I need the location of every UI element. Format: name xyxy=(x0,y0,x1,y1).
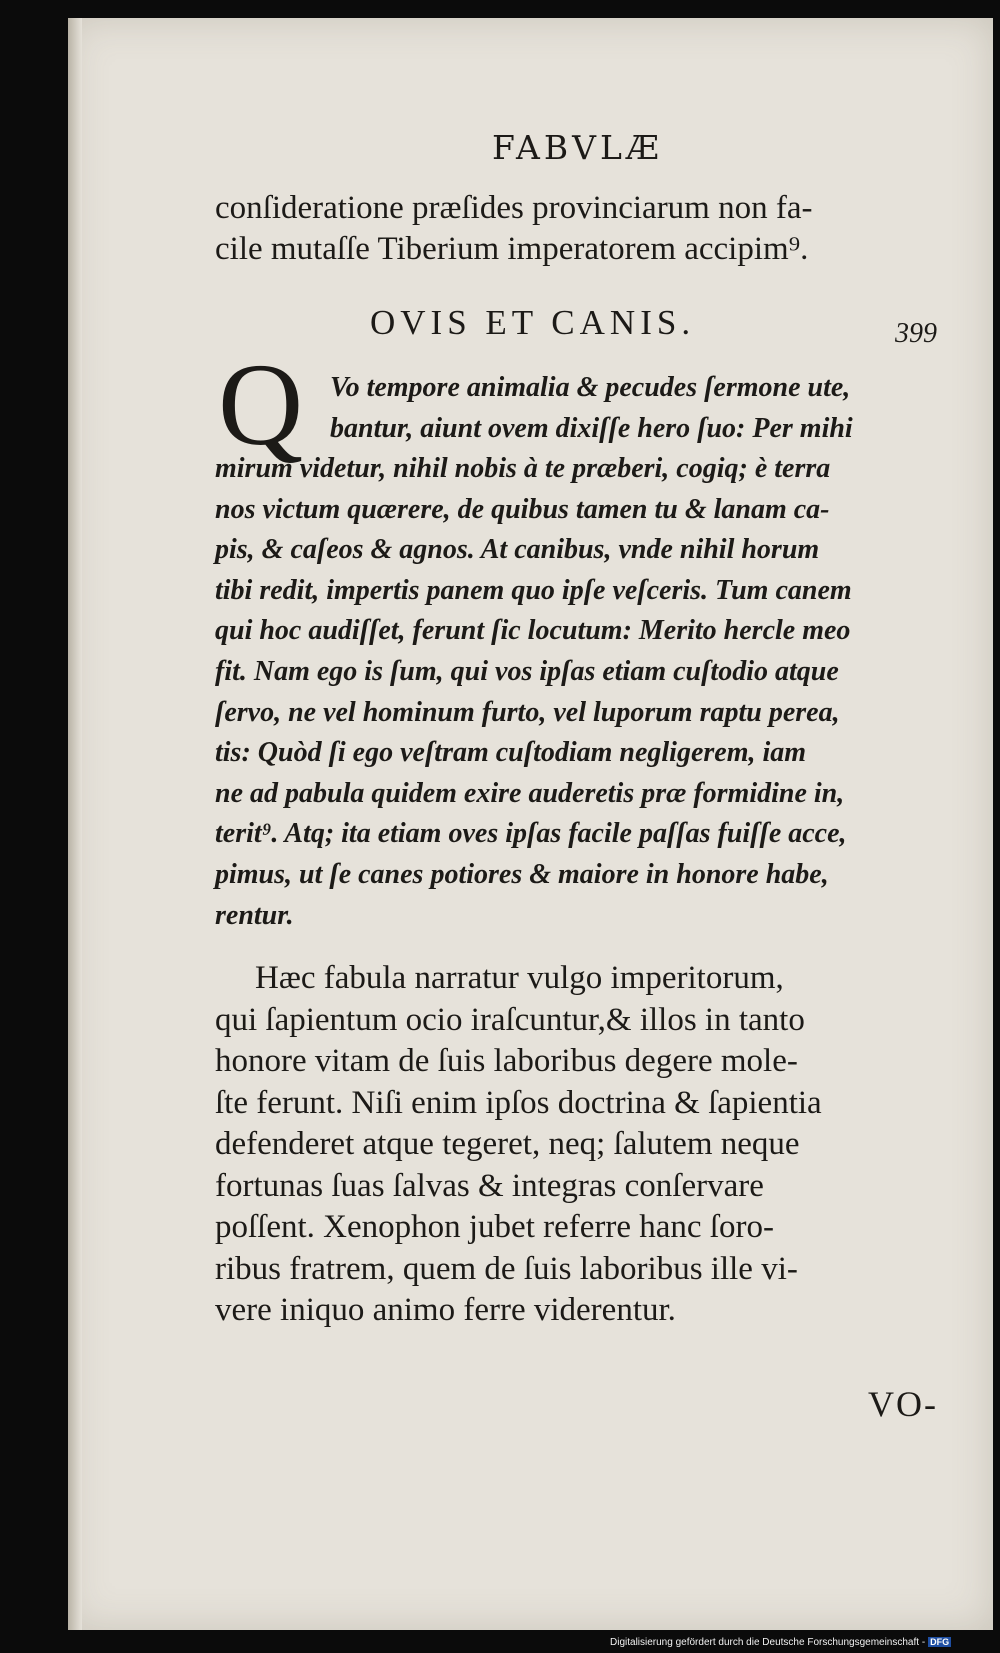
text-line: bantur, aiunt ovem dixiſſe hero ſuo: Per mihi xyxy=(330,412,853,444)
moral-text xyxy=(215,958,822,1332)
fable-text-indented xyxy=(330,368,853,449)
running-head: FABVLÆ xyxy=(492,128,663,167)
text-line: cile mutaſſe Tiberium imperatorem accipim⁹. xyxy=(215,230,809,267)
fable-title: OVIS ET CANIS. xyxy=(370,303,696,342)
text-line: fit. Nam ego is ſum, qui vos ipſas etiam cuſtodio atque xyxy=(215,655,839,687)
text-line: ſte ferunt. Niſi enim ipſos doctrina & ſapientia xyxy=(215,1084,822,1121)
text-line: tibi redit, impertis panem quo ipſe veſceris. Tum canem xyxy=(215,574,852,606)
text-line: qui ſapientum ocio iraſcuntur,& illos in tanto xyxy=(215,1001,805,1038)
text-line: tis: Quòd ſi ego veſtram cuſtodiam negligerem, iam xyxy=(215,737,807,769)
page-gutter xyxy=(68,18,82,1630)
digitization-credit xyxy=(610,1637,951,1648)
text-line: qui hoc audiſſet, ferunt ſic locutum: Merito hercle meo xyxy=(215,615,851,647)
text-line: vere iniquo animo ferre viderentur. xyxy=(215,1292,676,1328)
text-line: terit⁹. Atq; ita etiam oves ipſas facile paſſas fuiſſe acce, xyxy=(215,818,847,850)
text-line: nos victum quærere, de quibus tamen tu & lanam ca- xyxy=(215,493,830,525)
drop-cap: Q xyxy=(218,339,304,470)
text-line: mirum videtur, nihil nobis à te præberi, cogiq; è terra xyxy=(215,453,831,484)
dfg-logo: DFG xyxy=(930,1637,950,1647)
credit-text: Digitalisierung gefördert durch die Deutsche Forschungsgemeinschaft - xyxy=(610,1637,926,1648)
text-line: honore vitam de ſuis laboribus degere mole- xyxy=(215,1043,798,1079)
text-line: ne ad pabula quidem exire auderetis præ formidine in, xyxy=(215,777,845,809)
text-line: ſervo, ne vel hominum furto, vel luporum raptu perea, xyxy=(215,696,840,728)
text-line: Vo tempore animalia & pecudes ſermone ute, xyxy=(330,372,851,403)
text-line: Hæc fabula narratur vulgo imperitorum, xyxy=(255,960,784,996)
fable-text xyxy=(215,449,852,936)
text-line: poſſent. Xenophon jubet referre hanc ſoro- xyxy=(215,1209,774,1245)
text-line: defenderet atque tegeret, neq; ſalutem neque xyxy=(215,1126,800,1162)
text-line: pis, & caſeos & agnos. At canibus, vnde nihil horum xyxy=(215,534,820,566)
text-line: fortunas ſuas ſalvas & integras conſervare xyxy=(215,1167,764,1204)
page-number: 399 xyxy=(895,318,937,349)
continued-text xyxy=(215,188,812,269)
text-line: rentur. xyxy=(215,899,294,931)
text-line: conſideratione præſides provinciarum non fa- xyxy=(215,190,813,226)
text-line: ribus fratrem, quem de ſuis laboribus ille vi- xyxy=(215,1250,798,1287)
text-line: pimus, ut ſe canes potiores & maiore in honore habe, xyxy=(215,858,829,890)
catchword: VO- xyxy=(868,1384,938,1424)
